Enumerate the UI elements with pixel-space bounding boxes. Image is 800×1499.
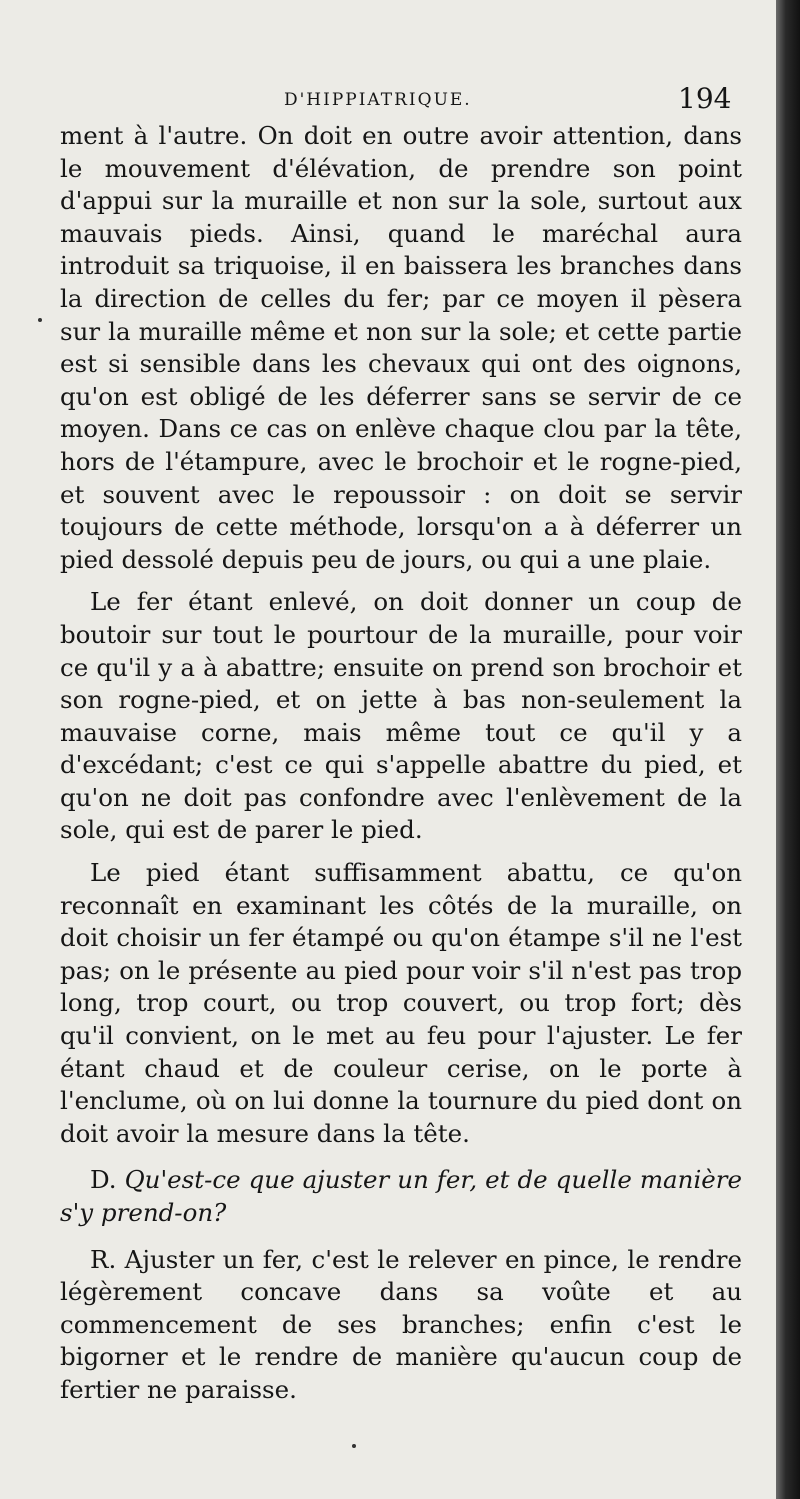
answer	[60, 1244, 742, 1407]
running-title: D'HIPPIATRIQUE.	[284, 90, 472, 110]
ink-speck	[352, 1444, 356, 1448]
answer-text: Ajuster un fer, c'est le relever en pince, le rendre légèrement concave dans sa voûte et au commencement de ses branches; enfin c'est le bigorner et le rendre de manière qu'aucun coup de fertier ne paraisse.	[60, 1244, 742, 1404]
running-head	[0, 82, 776, 118]
question-marker: D.	[90, 1165, 117, 1195]
paragraph-1: ment à l'autre. On doit en outre avoir attention, dans le mouvement d'élévation, de prendre son point d'appui sur la muraille et non sur la sole, surtout aux mauvais pieds. Ainsi, quand le maréchal aura introduit sa triquoise, il en baissera les branches dans la direction de celles du fer; par ce moyen il pèsera sur la muraille même et non sur la sole; et cette partie est si sensible dans les chevaux qui ont des oignons, qu'on est obligé de les déferrer sans se servir de ce moyen. Dans ce cas on enlève chaque clou par la tête, hors de l'étampure, avec le brochoir et le rogne-pied, et souvent avec le repoussoir : on doit se servir toujours de cette méthode, lorsqu'on a à déferrer un pied dessolé depuis peu de jours, ou qui a une plaie.	[60, 121, 742, 574]
body-text	[60, 120, 742, 1407]
paragraph-3: Le pied étant suffisamment abattu, ce qu'on reconnaît en examinant les côtés de la muraille, on doit choisir un fer étampé ou qu'on étampe s'il ne l'est pas; on le présente au pied pour voir s'il n'est pas trop long, trop court, ou trop couvert, ou trop fort; dès qu'il convient, on le met au feu pour l'ajuster. Le fer étant chaud et de couleur cerise, on le porte à l'enclume, où on lui donne la tournure du pied dont on doit avoir la mesure dans la tête.	[60, 858, 742, 1148]
page-gutter-shadow	[776, 0, 800, 1499]
ink-speck	[38, 318, 42, 322]
answer-marker: R.	[90, 1244, 117, 1274]
question	[60, 1164, 742, 1229]
page-number: 194	[678, 82, 732, 115]
question-text: Qu'est-ce que ajuster un fer, et de quelle manière s'y prend-on?	[60, 1165, 742, 1227]
paragraph-2: Le fer étant enlevé, on doit donner un coup de boutoir sur tout le pourtour de la muraille, pour voir ce qu'il y a à abattre; ensuite on prend son brochoir et son rogne-pied, et on jette à bas non-seulement la mauvaise corne, mais même tout ce qu'il y a d'excédant; c'est ce qui s'appelle abattre du pied, et qu'on ne doit pas confondre avec l'enlèvement de la sole, qui est de parer le pied.	[60, 587, 742, 845]
